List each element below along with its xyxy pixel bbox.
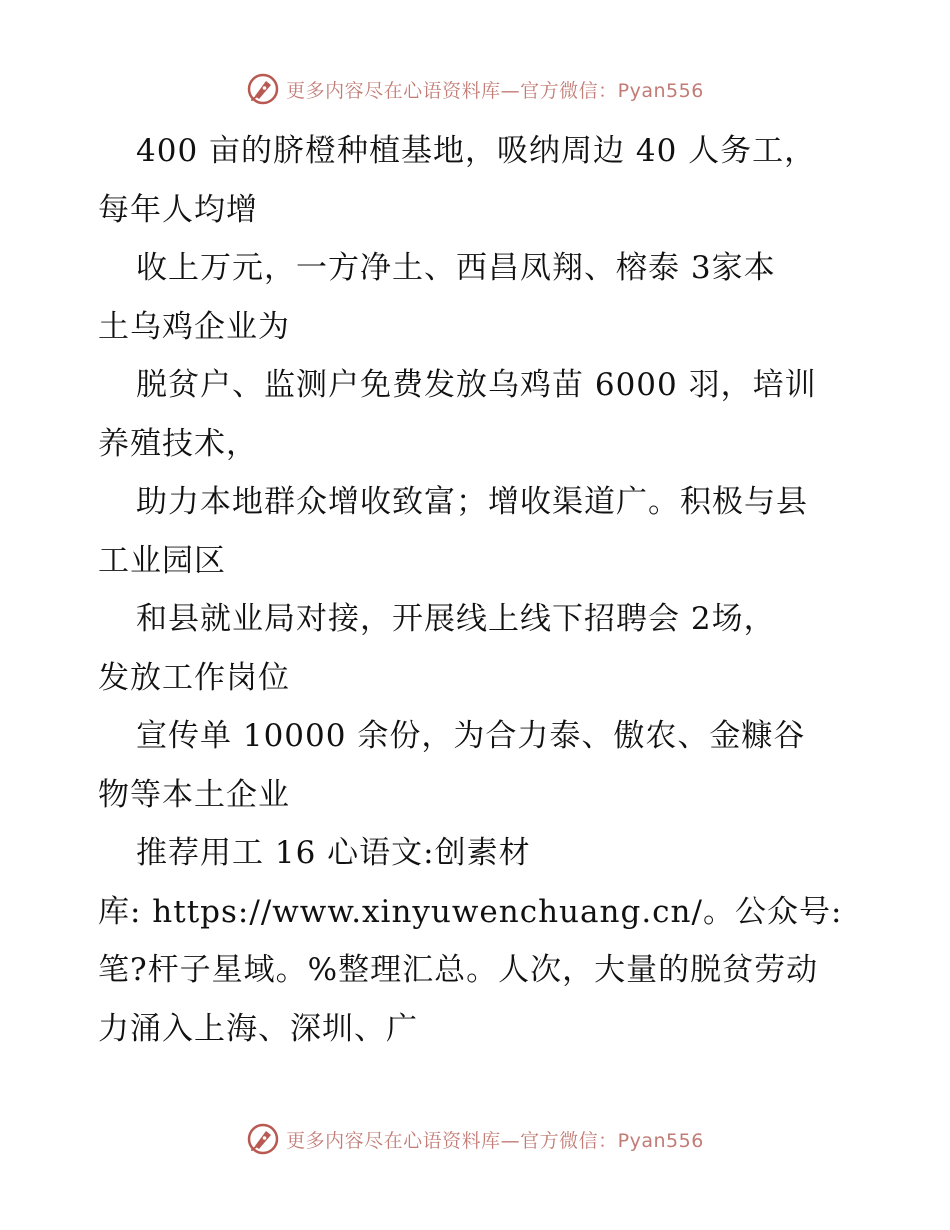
body-line: 脱贫户、监测户免费发放乌鸡苗 6000 羽，培训 <box>136 367 817 403</box>
header-banner <box>0 72 950 106</box>
footer-banner-text: 更多内容尽在心语资料库—官方微信：Pyan556 <box>286 1129 704 1152</box>
body-line: 库: https://www.xinyuwenchuang.cn/。公众号: <box>98 893 843 930</box>
body-line: 笔?杆子星域。%整理汇总。人次，大量的脱贫劳动 <box>98 952 819 988</box>
body-line: 和县就业局对接，开展线上线下招聘会 2场， <box>136 601 776 637</box>
body-line: 养殖技术， <box>98 425 258 462</box>
body-line: 每年人均增 <box>98 191 258 228</box>
body-line: 收上万元，一方净土、西昌凤翔、榕泰 3家本 <box>136 250 776 286</box>
body-line: 力涌入上海、深圳、广 <box>98 1010 418 1047</box>
body-line: 助力本地群众增收致富；增收渠道广。积极与县 <box>136 484 808 520</box>
body-line: 工业园区 <box>98 542 226 579</box>
body-line: 推荐用工 16 心语文:创素材 <box>136 835 531 871</box>
body-line: 发放工作岗位 <box>98 659 290 696</box>
body-line: 400 亩的脐橙种植基地，吸纳周边 40 人务工， <box>136 133 817 169</box>
body-line: 土乌鸡企业为 <box>98 308 290 345</box>
body-line: 物等本土企业 <box>98 776 290 813</box>
body-line: 宣传单 10000 余份，为合力泰、傲农、金糠谷 <box>136 718 806 754</box>
footer-banner <box>0 1122 950 1156</box>
header-banner-text: 更多内容尽在心语资料库—官方微信：Pyan556 <box>286 79 704 102</box>
document-body <box>98 122 858 1058</box>
pen-nib-logo-icon <box>246 1122 280 1156</box>
pen-nib-logo-icon <box>246 72 280 106</box>
